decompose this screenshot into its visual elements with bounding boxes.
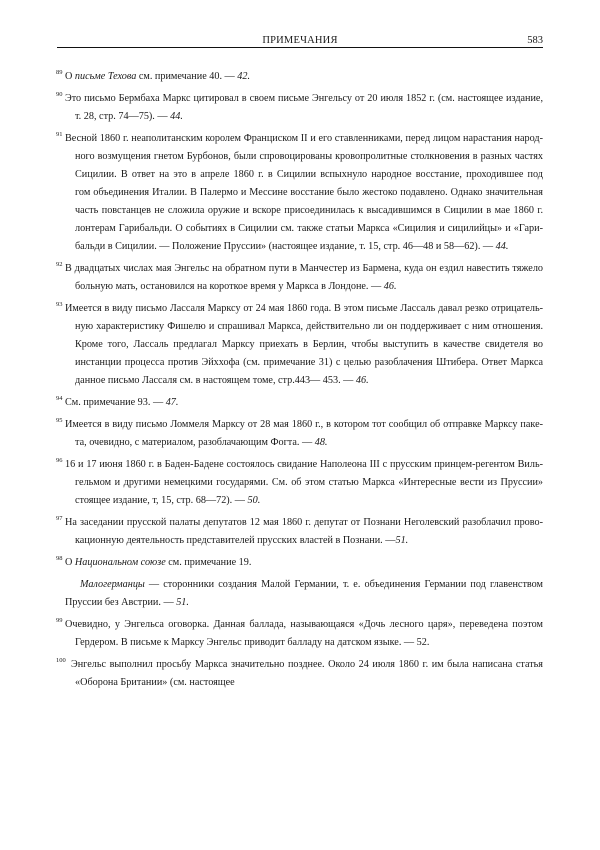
italic-text-run: 46. bbox=[383, 281, 397, 292]
text-run: см. примечание 19. bbox=[165, 557, 252, 568]
footnote-line bbox=[56, 616, 543, 634]
footnote-line bbox=[56, 416, 543, 434]
text-run: Это письмо Бермбаха Маркс цитировал в своем письме Энгельсу от 20 июля 1852 г. (см. настоящее издание, bbox=[65, 93, 543, 104]
text-run: О bbox=[65, 71, 75, 82]
text-run: — сторонники создания Малой Германии, т. е. объединения Германии под главенством bbox=[144, 579, 543, 590]
footnote-line bbox=[56, 238, 543, 256]
text-run: Имеется в виду письмо Ломмеля Марксу от 28 мая 1860 г., в котором тот сообщил об отправке Марксу паке- bbox=[65, 419, 543, 430]
footnote-line bbox=[56, 492, 543, 510]
footnote-line bbox=[56, 336, 543, 354]
footnote-number: 95 bbox=[56, 417, 63, 424]
header-title: ПРИМЕЧАНИЯ bbox=[262, 35, 338, 46]
footnote-line bbox=[56, 354, 543, 372]
text-run: ную характеристику Фишелю и спрашивал Маркса, действительно ли он поддерживает с ним отношения. bbox=[75, 321, 543, 332]
text-run: 16 и 17 июня 1860 г. в Баден-Бадене состоялось свидание Наполеона III с прусским принцем-регентом Виль- bbox=[65, 459, 543, 470]
text-run: Сицилии. В ответ на это в апреле 1860 г. в Сицилии вспыхнуло народное восстание, проходившее под bbox=[75, 169, 543, 180]
italic-text-run: 48. bbox=[314, 437, 328, 448]
footnote-95 bbox=[56, 416, 543, 452]
footnote-line bbox=[56, 90, 543, 108]
footnote-line bbox=[56, 220, 543, 238]
footnote-92 bbox=[56, 260, 543, 296]
footnote-line bbox=[56, 456, 543, 474]
footnote-91 bbox=[56, 130, 543, 256]
footnote-89 bbox=[56, 68, 543, 86]
text-run: часть повстанцев не сложила оружие и вскоре присоединилась к высадившимся в Сицилии в мае 1860 г. bbox=[75, 205, 543, 216]
footnote-line bbox=[56, 434, 543, 452]
italic-text-run: 46. bbox=[355, 375, 369, 386]
footnote-number: 97 bbox=[56, 515, 63, 522]
text-run: ного возмущения гнетом Бурбонов, были спровоцированы кровопролитные столкновения в разных частях bbox=[75, 151, 543, 162]
running-header bbox=[57, 35, 543, 48]
footnote-number: 91 bbox=[56, 131, 63, 138]
text-run: См. примечание 93. — bbox=[65, 397, 166, 408]
footnote-line bbox=[56, 300, 543, 318]
text-run: см. примечание 40. — bbox=[136, 71, 238, 82]
text-run: больную мать, остановился на короткое время у Маркса в Лондоне. — bbox=[75, 281, 384, 292]
text-run: На заседании прусской палаты депутатов 12 мая 1860 г. депутат от Познани Неголевский разоблачил прово- bbox=[65, 517, 543, 528]
footnote-number: 93 bbox=[56, 301, 63, 308]
footnote-number: 99 bbox=[56, 617, 63, 624]
footnote-line bbox=[56, 68, 543, 86]
footnote-line bbox=[56, 130, 543, 148]
text-run: гом объединения Италии. В Палермо и Мессине восстание было жестоко подавлено. Однако значительная bbox=[75, 187, 543, 198]
italic-text-run: 50. bbox=[247, 495, 261, 506]
text-run: «Оборона Британии» (см. настоящее bbox=[75, 677, 235, 688]
text-run: Энгельс выполнил просьбу Маркса значительно позднее. Около 24 июля 1860 г. им была написана статья bbox=[71, 659, 543, 670]
text-run: лонтерам Гарибальди. О событиях в Сицилии см. также статьи Маркса «Сицилия и сицилийцы» и «Гари- bbox=[75, 223, 543, 234]
text-run: данное письмо Лассаля см. в настоящем томе, стр.443— 453. — bbox=[75, 375, 356, 386]
footnote-number: 98 bbox=[56, 555, 63, 562]
italic-text-run: письме Техова bbox=[74, 71, 137, 82]
footnote-line bbox=[56, 202, 543, 220]
footnote-100 bbox=[56, 656, 543, 692]
footnote-line bbox=[56, 318, 543, 336]
italic-text-run: Национальном союзе bbox=[74, 557, 166, 568]
footnote-90 bbox=[56, 90, 543, 126]
text-run: Гердером. В письме к Марксу Энгельс приводит балладу на датском языке. — 52. bbox=[75, 637, 430, 648]
footnote-line bbox=[56, 474, 543, 492]
footnote-number: 94 bbox=[56, 395, 63, 402]
text-run: та, очевидно, с материалом, разоблачающим Фогта. — bbox=[75, 437, 315, 448]
footnote-line bbox=[56, 656, 543, 674]
italic-text-run: 47. bbox=[165, 397, 179, 408]
footnote-line bbox=[56, 394, 543, 412]
text-run: В двадцатых числах мая Энгельс на обратном пути в Манчестер из Бармена, куда он ездил навестить тяжело bbox=[65, 263, 543, 274]
footnote-line bbox=[56, 532, 543, 550]
footnote-line bbox=[56, 108, 543, 126]
text-run: инстанции процесса против Эйххофа (см. примечание 31) с целью разоблачения Штибера. Ответ Маркса bbox=[75, 357, 543, 368]
text-run: Очевидно, у Энгельса оговорка. Данная баллада, называющаяся «Дочь лесного царя», переведена поэтом bbox=[65, 619, 543, 630]
footnote-94 bbox=[56, 394, 543, 412]
footnote-line bbox=[56, 594, 543, 612]
footnote-number: 90 bbox=[56, 91, 63, 98]
footnote-99 bbox=[56, 616, 543, 652]
footnote-line bbox=[56, 166, 543, 184]
italic-text-run: 51. bbox=[176, 597, 189, 608]
footnote-line bbox=[56, 514, 543, 532]
text-run: т. 28, стр. 74—75). — bbox=[75, 111, 171, 122]
footnote-line bbox=[56, 148, 543, 166]
notes-list bbox=[56, 68, 543, 696]
text-run: Имеется в виду письмо Лассаля Марксу от 24 мая 1860 года. В этом письме Лассаль давал резко отрицатель- bbox=[65, 303, 543, 314]
italic-text-run: Малогерманцы bbox=[80, 579, 145, 590]
footnote-number: 100 bbox=[56, 657, 66, 664]
footnote-number: 89 bbox=[56, 69, 63, 76]
footnote-line bbox=[56, 674, 543, 692]
italic-text-run: 51. bbox=[395, 535, 409, 546]
text-run: О bbox=[65, 557, 75, 568]
text-run: стоящее издание, т, 15, стр. 68—72). — bbox=[75, 495, 248, 506]
footnote-number: 96 bbox=[56, 457, 63, 464]
footnote-97 bbox=[56, 514, 543, 550]
italic-text-run: 44. bbox=[170, 111, 183, 122]
footnote-96 bbox=[56, 456, 543, 510]
footnote-line bbox=[56, 278, 543, 296]
text-run: гельмом и другими немецкими государями. См. об этом статью Маркса «Интересные вести из Пруссии» bbox=[75, 477, 543, 488]
footnote-line bbox=[56, 260, 543, 278]
footnote-line bbox=[56, 372, 543, 390]
italic-text-run: 42. bbox=[237, 71, 251, 82]
footnote-line bbox=[56, 554, 543, 572]
text-run: Весной 1860 г. неаполитанским королем Франциском II и его ставленниками, перед лицом нарастания народ- bbox=[65, 133, 543, 144]
footnote-line bbox=[56, 576, 543, 594]
text-run: кационную деятельность представителей прусских властей в Познани. — bbox=[75, 535, 396, 546]
italic-text-run: 44. bbox=[495, 241, 509, 252]
text-run: Пруссии без Австрии. — bbox=[65, 597, 177, 608]
text-run: Кроме того, Лассаль предлагал Марксу приехать в Берлин, чтобы выступить в качестве свидетеля во bbox=[75, 339, 543, 350]
text-run: бальди в Сицилии. — Положение Пруссии» (настоящее издание, т. 15, стр. 46—48 и 58—62). — bbox=[75, 241, 496, 252]
footnote-number: 92 bbox=[56, 261, 63, 268]
footnote-line bbox=[56, 634, 543, 652]
footnote-line bbox=[56, 184, 543, 202]
footnote-98 bbox=[56, 554, 543, 572]
footnote-93 bbox=[56, 300, 543, 390]
footnote-paragraph bbox=[56, 576, 543, 612]
page-number: 583 bbox=[527, 35, 543, 46]
